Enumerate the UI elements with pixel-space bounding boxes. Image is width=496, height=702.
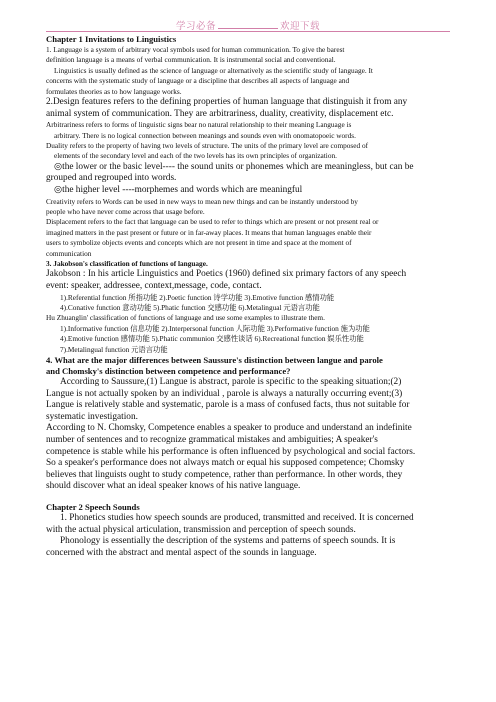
text-line: believes that linguists ought to study competence, rather than performance. In other words, they xyxy=(46,469,403,480)
text-line: Langue is relatively stable and systematic, parole is a mass of confused facts, thus not suitable for xyxy=(46,400,410,411)
linguistics-definition xyxy=(46,66,450,97)
text-line: and Chomsky's distinction between competence and performance? xyxy=(46,366,291,377)
phonology-definition xyxy=(46,536,450,559)
hu-zhuanglin-functions xyxy=(46,324,450,355)
text-line: 2.Design features refers to the defining properties of human language that distinguish it from any xyxy=(46,97,408,108)
text-line: imagined matters in the past present or future or in far-away places. It means that human languages enable their xyxy=(46,227,372,237)
header-separator xyxy=(218,20,278,29)
text-line: According to Saussure,(1) Langue is abstract, parole is specific to the speaking situation;(2) xyxy=(60,377,402,388)
jakobson-functions xyxy=(46,293,450,314)
duality-definition xyxy=(46,141,450,162)
text-line: 7).Metalingual function 元语言功能 xyxy=(60,344,168,354)
phonetics-definition xyxy=(46,513,450,536)
text-line: with the actual physical articulation, transmission and perception of speech sounds. xyxy=(46,524,356,535)
hu-zhuanglin-heading: Hu Zhuanglin' classification of functions of language and use some examples to illustrate them. xyxy=(46,313,325,323)
header-rule xyxy=(46,31,450,32)
text-line: concerns with the systematic study of language or a discipline that describes all aspects of language and xyxy=(46,76,350,86)
text-line: Duality refers to the property of having two levels of structure. The units of the primary level are composed of xyxy=(46,141,369,151)
chapter-1-title: Chapter 1 Invitations to Linguistics xyxy=(46,34,177,44)
arbitrariness-definition xyxy=(46,120,450,141)
text-line: event: speaker, addressee, context,message, code, contact. xyxy=(46,281,262,292)
text-line: 1).Referential function 所指功能 2).Poetic function 诗学功能 3).Emotive function 感情功能 xyxy=(60,292,335,302)
text-line: So a speaker's performance does not always match or equal his supposed competence; Chomsky xyxy=(46,458,405,469)
text-line: According to N. Chomsky, Competence enables a speaker to produce and understand an indefinite xyxy=(46,423,412,434)
text-line: competence is stable while his performance is often influenced by psychological and social factors. xyxy=(46,446,416,457)
language-definition xyxy=(46,45,450,66)
text-line: Phonology is essentially the description of the systems and patterns of speech sounds. It is xyxy=(60,536,396,547)
document-body xyxy=(46,34,450,559)
text-line: definition language is a means of verbal communication. It is instrumental social and conventional. xyxy=(46,55,336,65)
text-line: Langue is not actually spoken by an individual , parole is always a naturally occurring event;(3) xyxy=(46,388,403,399)
text-line: communication xyxy=(46,248,92,258)
question-4-heading xyxy=(46,355,450,377)
text-line: 1. Phonetics studies how speech sounds are produced, transmitted and received. It is concerned xyxy=(60,513,414,524)
text-line: formulates theories as to how language works. xyxy=(46,86,182,96)
header-right-text: 欢迎下载 xyxy=(280,22,321,32)
text-line: concerned with the abstract and mental aspect of the sounds in language. xyxy=(46,547,317,558)
text-line: 4. What are the major differences between Saussure's distinction between langue and parole xyxy=(46,355,383,366)
text-line: ◎the lower or the basic level---- the sound units or phonemes which are meaningless, but can be xyxy=(54,161,414,172)
displacement-definition xyxy=(46,217,450,259)
jakobson-heading: 3. Jakobson's classification of functions of language. xyxy=(46,259,208,269)
text-line: 1).Informative function 信息功能 2).Interpersonal function 人际功能 3).Performative function 施为功能 xyxy=(60,323,370,333)
text-line: users to symbolize objects events and concepts which are not present in time and space at the moment of xyxy=(46,238,352,248)
saussure-paragraph xyxy=(46,377,450,423)
design-features xyxy=(46,97,450,120)
chapter-2-title: Chapter 2 Speech Sounds xyxy=(46,502,140,513)
higher-level-item: ◎the higher level ----morphemes and words which are meaningful xyxy=(54,185,303,196)
text-line: systematic investigation. xyxy=(46,411,138,422)
text-line: Arbitrariness refers to forms of linguistic signs bear no natural relationship to their meaning Language is xyxy=(46,120,352,130)
jakobson-paragraph xyxy=(46,269,450,292)
chomsky-paragraph xyxy=(46,423,450,493)
text-line: 4).Conative function 意动功能 5).Phatic function 交感功能 6).Metalingual 元语言功能 xyxy=(60,303,320,313)
text-line: arbitrary. There is no logical connection between meanings and sounds even with onomatopoeic words. xyxy=(54,130,356,140)
page-header xyxy=(0,18,496,32)
text-line: 4).Emotive function 感情功能 5).Phatic communion 交感性谈话 6).Recreational function 娱乐性功能 xyxy=(60,334,364,344)
text-line: animal system of communication. They are arbitrariness, duality, creativity, displacement etc. xyxy=(46,108,394,119)
text-line: grouped and regrouped into words. xyxy=(46,173,177,184)
text-line: Displacement refers to the fact that language can be used to refer to things which are present or not present real or xyxy=(46,217,379,227)
text-line: people who have never come across that usage before. xyxy=(46,207,205,217)
text-line: Jakobson : In his article Linguistics and Poetics (1960) defined six primary factors of any speech xyxy=(46,269,407,280)
text-line: elements of the secondary level and each of the two levels has its own principles of organization. xyxy=(54,151,337,161)
text-line: number of sentences and to recognize grammatical mistakes and ambiguities; A speaker's xyxy=(46,435,378,446)
creativity-definition xyxy=(46,197,450,218)
text-line: Linguistics is usually defined as the science of language or alternatively as the scientific study of language. It xyxy=(54,65,373,75)
lower-level-item xyxy=(46,162,450,185)
text-line: should discover what an ideal speaker knows of his native language. xyxy=(46,481,301,492)
text-line: Creativity refers to Words can be used in new ways to mean new things and can be instantly understood by xyxy=(46,196,358,206)
text-line: 1. Language is a system of arbitrary vocal symbols used for human communication. To give the barest xyxy=(46,45,345,54)
header-left-text: 学习必备 xyxy=(175,22,216,32)
